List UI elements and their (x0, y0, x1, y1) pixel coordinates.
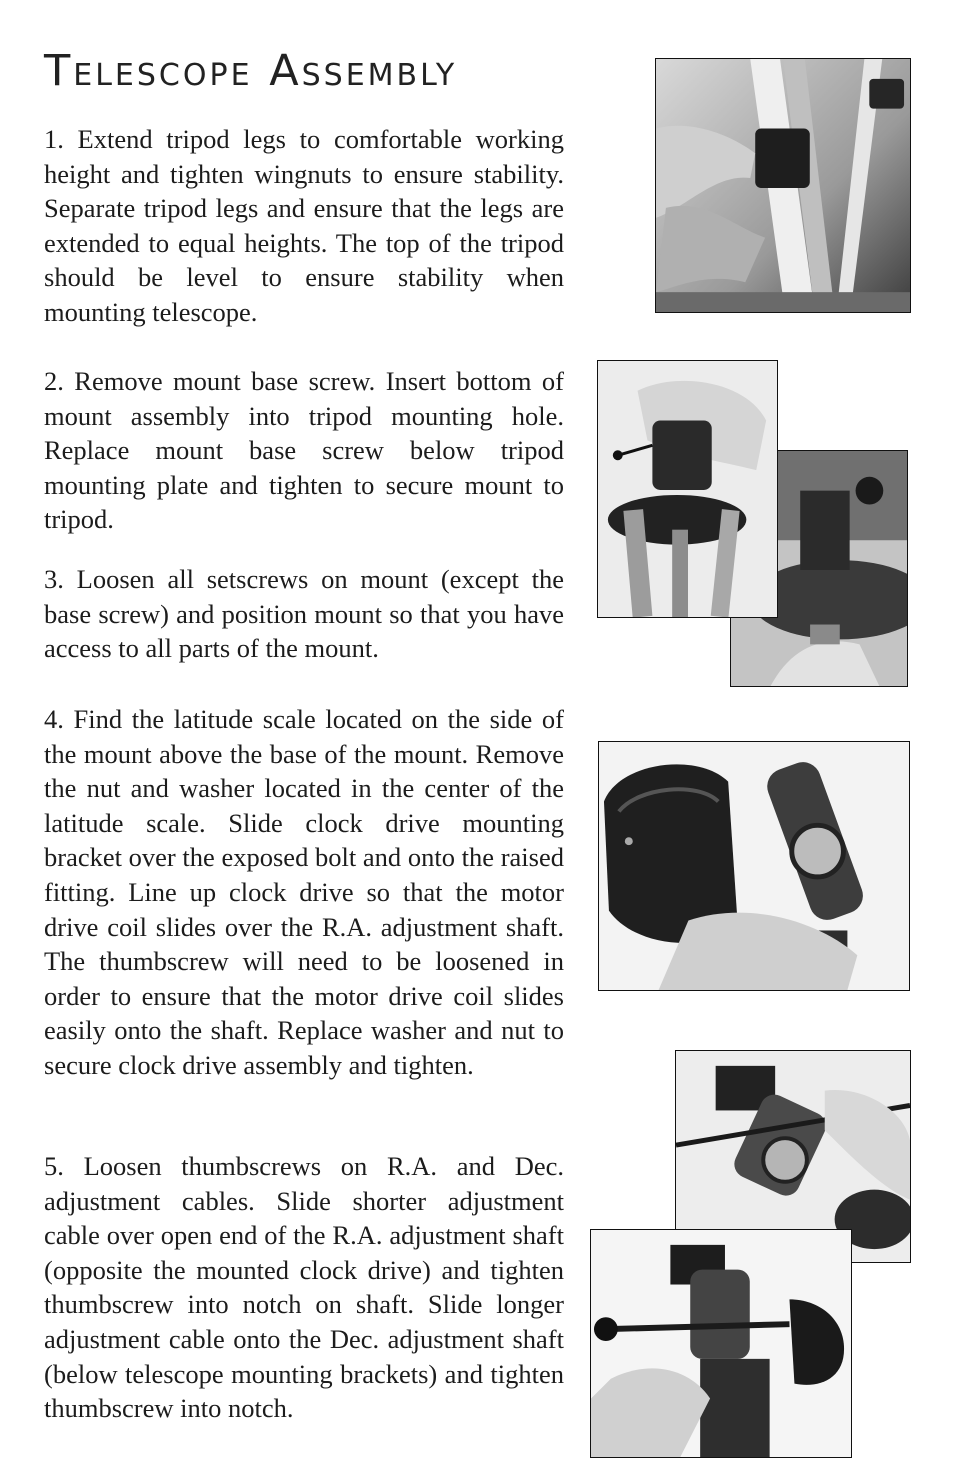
step-5-text: 5. Loosen thumbscrews on R.A. and Dec. adjustment cables. Slide shorter adjustment cable over open end of the R.A. adjustment shaft (opposite the mounted clock drive) and tighten thumbscrew into notch on shaft. Slide longer adjustment cable onto the Dec. adjustment shaft (below telescope mounting brackets) and tighten thumbscrew into notch. (44, 1151, 564, 1424)
page-title: Telescope Assembly (44, 46, 458, 96)
dec-cable-photo (590, 1229, 852, 1458)
clock-drive-photo (598, 741, 910, 991)
step-3-text: 3. Loosen all setscrews on mount (except the base screw) and position mount so that you have access to all parts of the mount. (44, 564, 564, 664)
step-4-text: 4. Find the latitude scale located on the side of the mount above the base of the mount. Remove the nut and washer located in the center of the latitude scale. Slide clock drive mounting bracket over the exposed bolt and onto the raised fitting. Line up clock drive so that the motor drive coil slides over the R.A. adjustment shaft. The thumbscrew will need to be loosened in order to ensure that the motor drive coil slides easily onto the shaft. Replace washer and nut to secure clock drive assembly and tighten. (44, 704, 564, 1080)
mount-insertion-photo (597, 360, 778, 618)
tripod-legs-photo (655, 58, 911, 313)
step-2-text: 2. Remove mount base screw. Insert bottom of mount assembly into tripod mounting hole. Replace mount base screw below tripod mounting plate and tighten to secure mount to tripod. (44, 366, 564, 535)
step-1-text: 1. Extend tripod legs to comfortable working height and tighten wingnuts to ensure stability. Separate tripod legs and ensure that the legs are extended to equal heights. The top of the tripod should be level to ensure stability when mounting telescope. (44, 124, 564, 327)
